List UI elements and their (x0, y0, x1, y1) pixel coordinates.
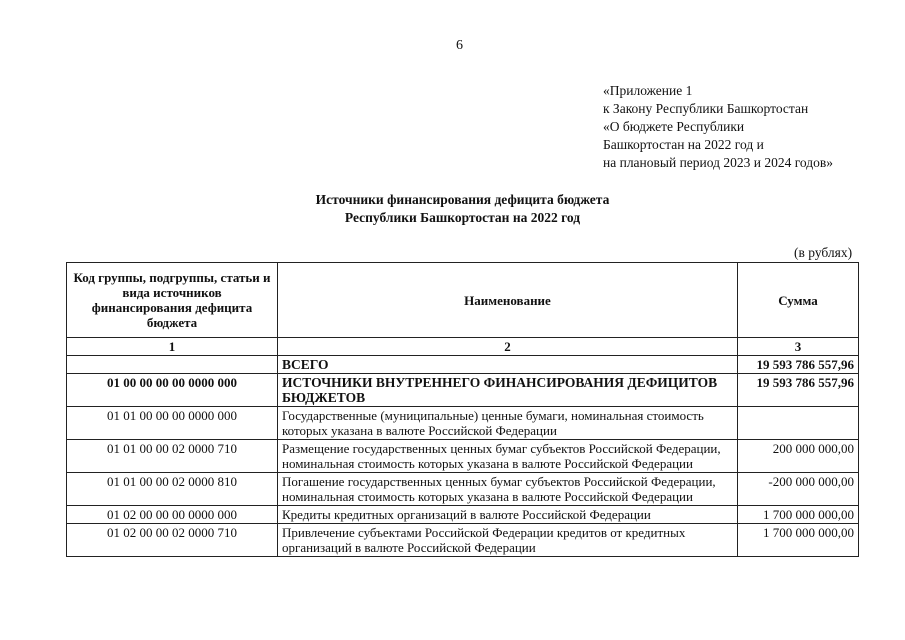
table-row (67, 356, 859, 374)
column-number: 3 (738, 338, 859, 356)
row-name: Размещение государственных ценных бумаг субъектов Российской Федерации, номинальная стоимость которых указана в валюте Российской Федерации (278, 440, 738, 473)
row-amount: 1 700 000 000,00 (738, 506, 859, 524)
header-code: Код группы, подгруппы, статьи и вида источников финансирования дефицита бюджета (67, 263, 278, 338)
appendix-line: Башкортостан на 2022 год и (603, 137, 764, 152)
row-name: Государственные (муниципальные) ценные бумаги, номинальная стоимость которых указана в валюте Российской Федерации (278, 407, 738, 440)
appendix-line: на плановый период 2023 и 2024 годов» (603, 155, 834, 170)
row-amount: -200 000 000,00 (738, 473, 859, 506)
row-amount: 19 593 786 557,96 (738, 374, 859, 407)
appendix-line: к Закону Республики Башкортостан (603, 101, 809, 116)
row-name: Кредиты кредитных организаций в валюте Российской Федерации (278, 506, 738, 524)
column-number: 2 (278, 338, 738, 356)
title-line: Источники финансирования дефицита бюджета (315, 192, 610, 207)
table-row (67, 407, 859, 440)
row-code: 01 02 00 00 02 0000 710 (67, 524, 278, 557)
table-row (67, 440, 859, 473)
row-code: 01 01 00 00 02 0000 710 (67, 440, 278, 473)
row-code: 01 01 00 00 02 0000 810 (67, 473, 278, 506)
units-note: (в рублях) (794, 245, 853, 260)
header-name: Наименование (278, 263, 738, 338)
row-name: ВСЕГО (278, 356, 738, 374)
document-title (0, 191, 905, 227)
row-name: ИСТОЧНИКИ ВНУТРЕННЕГО ФИНАНСИРОВАНИЯ ДЕФИЦИТОВ БЮДЖЕТОВ (278, 374, 738, 407)
row-amount: 200 000 000,00 (738, 440, 859, 473)
appendix-reference (603, 82, 833, 172)
table-row (67, 524, 859, 557)
column-number: 1 (67, 338, 278, 356)
page-number: 6 (456, 38, 463, 53)
row-name: Погашение государственных ценных бумаг субъектов Российской Федерации, номинальная стоимость которых указана в валюте Российской Федерации (278, 473, 738, 506)
appendix-line: «О бюджете Республики (603, 119, 745, 134)
row-code (67, 356, 278, 374)
row-amount: 19 593 786 557,96 (738, 356, 859, 374)
header-amount: Сумма (738, 263, 859, 338)
appendix-line: «Приложение 1 (603, 83, 693, 98)
title-line: Республики Башкортостан на 2022 год (344, 210, 581, 225)
row-name: Привлечение субъектами Российской Федерации кредитов от кредитных организаций в валюте Российской Федерации (278, 524, 738, 557)
table-row (67, 473, 859, 506)
row-amount (738, 407, 859, 440)
table-row (67, 374, 859, 407)
column-number-row (67, 338, 859, 356)
table-header-row (67, 263, 859, 338)
row-code: 01 02 00 00 00 0000 000 (67, 506, 278, 524)
table-row (67, 506, 859, 524)
row-code: 01 01 00 00 00 0000 000 (67, 407, 278, 440)
row-amount: 1 700 000 000,00 (738, 524, 859, 557)
financing-sources-table (66, 262, 859, 557)
row-code: 01 00 00 00 00 0000 000 (67, 374, 278, 407)
